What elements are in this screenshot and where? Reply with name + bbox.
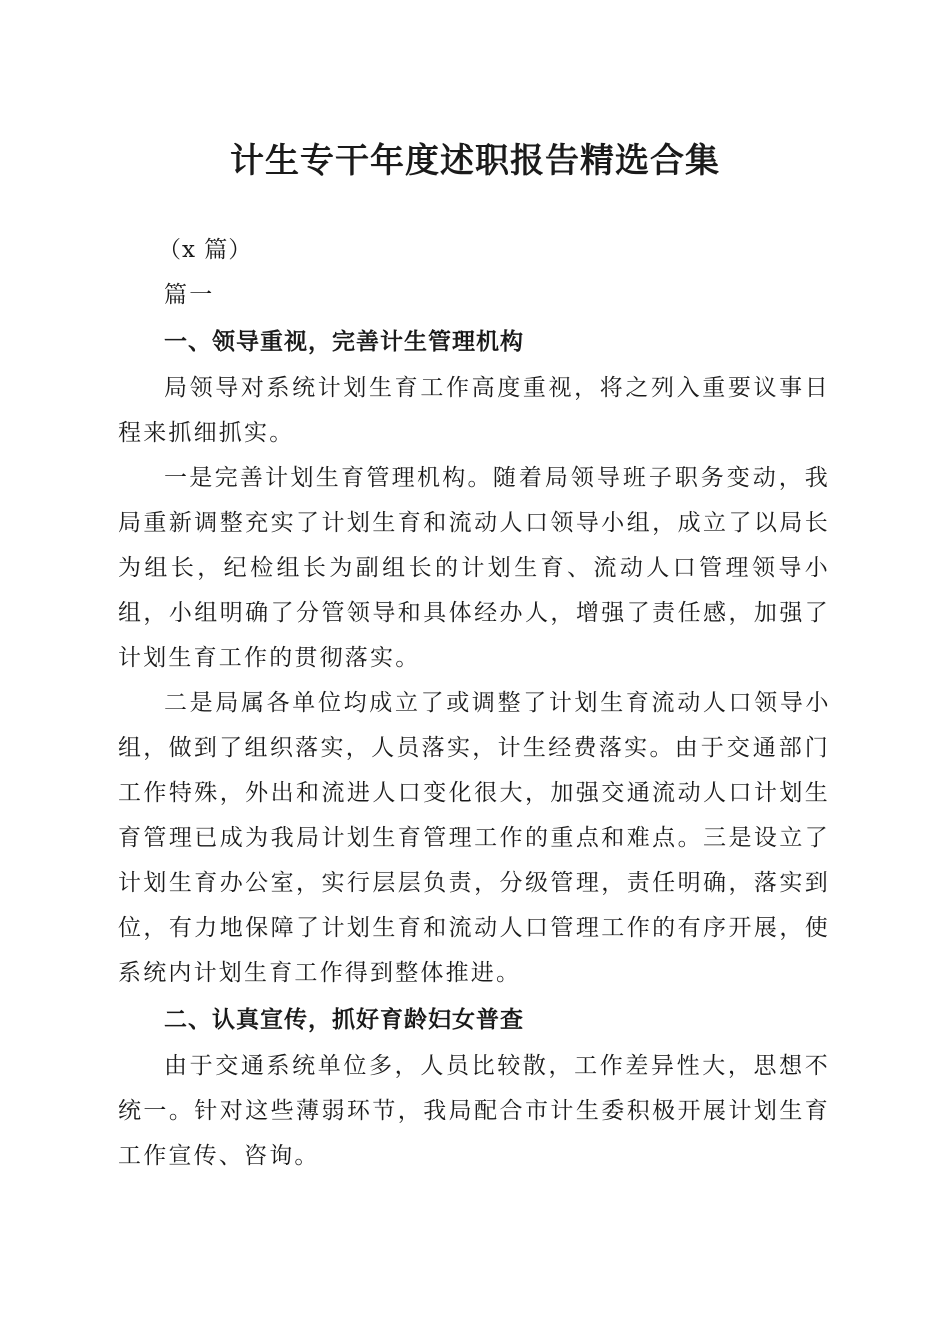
- document-subtitle: （x 篇）: [158, 237, 253, 263]
- section-heading-1: 一、领导重视，完善计生管理机构: [164, 329, 524, 355]
- document-body: [118, 228, 830, 1179]
- paragraph-lead: 一是完善计划生育管理机构。: [164, 465, 493, 491]
- section-heading-2: 二、认真宣传，抓好育龄妇女普查: [164, 1007, 524, 1033]
- paragraph-1-2: [118, 456, 830, 681]
- part-label: 篇一: [164, 282, 215, 308]
- paragraph-1-3: [118, 681, 830, 996]
- paragraph-2-1: [118, 1044, 830, 1179]
- paragraph-lead: 二是局属各单位均成立了或调整了计划生育流动人口领导小组，做到了组织落实，人员落实，计生经费落实。: [118, 690, 830, 761]
- paragraph-text: 由于交通部门工作特殊，外出和流进人口变化很大，加强交通流动人口计划生育管理已成为我局计划生育管理工作的重点和难点。三是设立了计划生育办公室，实行层层负责，分级管理，责任明确，落实到位，有力地保障了计划生育和流动人口管理工作的有序开展，使系统内计划生育工作得到整体推进。: [118, 735, 831, 986]
- paragraph-text: 随着局领导班子职务变动，我局重新调整充实了计划生育和流动人口领导小组，成立了以局长为组长，纪检组长为副组长的计划生育、流动人口管理领导小组，小组明确了分管领导和具体经办人，增强了责任感，加强了计划生育工作的贯彻落实。: [118, 465, 830, 671]
- paragraph-1-1: [118, 366, 830, 456]
- paragraph-text: 由于交通系统单位多，人员比较散，工作差异性大，思想不统一。针对这些薄弱环节，我局配合市计生委积极开展计划生育工作宣传、咨询。: [118, 1053, 830, 1169]
- document-title: 计生专干年度述职报告精选合集: [230, 141, 720, 181]
- paragraph-text: 局领导对系统计划生育工作高度重视，将之列入重要议事日程来抓细抓实。: [118, 375, 830, 446]
